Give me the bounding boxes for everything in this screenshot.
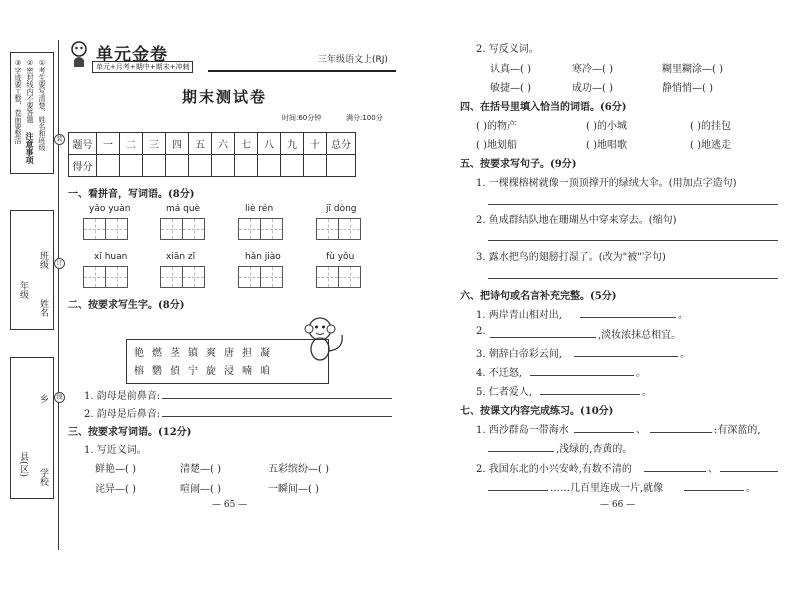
class-box <box>10 210 54 330</box>
exam-title: 期末测试卷 <box>182 88 268 106</box>
school-box <box>10 357 54 499</box>
text-answer-line[interactable] <box>574 432 634 433</box>
section-5-heading: 五、按要求写句子。(9分) <box>460 159 577 170</box>
text-question-2-c: ……几百里连成一片,就像 <box>550 483 664 494</box>
score-cell[interactable] <box>258 155 281 177</box>
fill-phrase[interactable]: ( )的物产 <box>476 121 517 132</box>
text-question-1-c: ,浅绿的,杏黄的。 <box>556 444 633 455</box>
notice-line-3: ③字迹要工整，卷面要整洁 <box>14 59 22 144</box>
school-label: 学校 <box>38 468 48 486</box>
grade-label: 三年级语文上(RJ) <box>318 55 388 65</box>
sentence-question-3: 3. 露水把鸟的翅膀打湿了。(改为"被"字句) <box>476 252 666 263</box>
poem-line-3: 3. 朝辞白帝彩云间, <box>476 349 562 360</box>
synonym-item[interactable]: 清楚—( ) <box>180 464 221 475</box>
characters-row-1: 艳燃茎镇爽唐担凝 <box>134 348 278 359</box>
text-period: 。 <box>746 483 756 494</box>
score-header-cell: 一 <box>97 133 120 155</box>
class-label: 班级 <box>38 251 48 269</box>
poem-line-4: 4. 不迁怒, <box>476 368 522 379</box>
score-header-cell: 十 <box>304 133 327 155</box>
township-label: 乡 <box>38 394 48 403</box>
brand-logo-icon <box>66 40 92 68</box>
fill-phrase[interactable]: ( )地逃走 <box>690 140 731 151</box>
back-nasal-answer-line[interactable] <box>162 416 392 417</box>
section-1-heading: 一、看拼音，写词语。(8分) <box>68 189 195 200</box>
time-label: 时间:60分钟 <box>282 114 322 122</box>
sentence-answer-line[interactable] <box>488 240 778 241</box>
score-header-cell: 题号 <box>69 133 97 155</box>
score-header-cell: 五 <box>189 133 212 155</box>
score-table <box>68 132 356 177</box>
notice-line-2: ②密封线内不要答题 <box>26 59 34 123</box>
sentence-answer-line[interactable] <box>488 278 778 279</box>
county-label: 县(区) <box>18 452 28 478</box>
page-number-right: — 66 — <box>600 500 636 510</box>
score-cell[interactable] <box>97 155 120 177</box>
pinyin-5: xī huan <box>94 252 128 262</box>
front-nasal-answer-line[interactable] <box>162 398 392 399</box>
text-question-2-a: 2. 我国东北的小兴安岭,有数不清的 <box>476 464 632 475</box>
text-answer-line[interactable] <box>488 490 548 491</box>
seal-line <box>58 40 59 550</box>
score-header-cell: 总分 <box>327 133 356 155</box>
page-number-left: — 65 — <box>212 500 248 510</box>
synonym-item[interactable]: 五彩缤纷—( ) <box>268 464 329 475</box>
pinyin-7: hǎn jiào <box>245 252 281 262</box>
comma: 、 <box>636 425 646 436</box>
hole-bottom: 线 <box>54 392 65 403</box>
score-cell[interactable] <box>120 155 143 177</box>
synonym-item[interactable]: 一瞬间—( ) <box>268 484 319 495</box>
score-header-cell: 三 <box>143 133 166 155</box>
score-cell[interactable] <box>212 155 235 177</box>
text-question-1-a: 1. 西沙群岛一带海水 <box>476 425 569 436</box>
answer-grid[interactable] <box>160 266 205 288</box>
name-label: 姓名 <box>38 299 48 317</box>
answer-grid[interactable] <box>238 266 283 288</box>
poem-period: 。 <box>642 387 652 398</box>
full-score-label: 满分:100分 <box>346 114 383 122</box>
pinyin-6: xiān zǐ <box>166 252 196 262</box>
brand-title: 单元金卷 <box>96 45 168 65</box>
brand-subtitle: 单元+月考+期中+期末+冲刺 <box>92 61 193 73</box>
score-header-cell: 二 <box>120 133 143 155</box>
score-value-row <box>69 155 356 177</box>
fill-phrase[interactable]: ( )的挂包 <box>690 121 731 132</box>
sentence-answer-line[interactable] <box>488 204 778 205</box>
notice-title: 注意事项 <box>25 132 34 164</box>
year-label: 年级 <box>18 281 28 299</box>
poem-period: 。 <box>678 310 688 321</box>
poem-line-2: ,淡妆浓抹总相宜。 <box>598 330 682 341</box>
score-header-cell: 八 <box>258 133 281 155</box>
poem-answer-line[interactable] <box>540 394 640 395</box>
characters-row-2: 榕鹦偵宁旋浸喃咱 <box>134 366 278 377</box>
score-header-cell: 七 <box>235 133 258 155</box>
answer-grid[interactable] <box>83 266 128 288</box>
section-6-heading: 六、把诗句或名言补充完整。(5分) <box>460 291 617 302</box>
fill-phrase[interactable]: ( )地划船 <box>476 140 517 151</box>
synonym-item[interactable]: 鲜艳—( ) <box>95 464 136 475</box>
section-4-heading: 四、在括号里填入恰当的词语。(6分) <box>460 102 627 113</box>
comma: 、 <box>708 464 718 475</box>
poem-period: 。 <box>636 368 646 379</box>
notice-line-1: ①考生要写清楚、姓名和班级 <box>38 59 46 151</box>
front-nasal-question: 1. 韵母是前鼻音: <box>84 391 161 402</box>
back-nasal-question: 2. 韵母是后鼻音: <box>84 409 161 420</box>
synonym-item[interactable]: 诧异—( ) <box>95 484 136 495</box>
sentence-question-2: 2. 鱼成群结队地在珊瑚丛中穿来穿去。(缩句) <box>476 215 677 226</box>
antonym-item[interactable]: 静悄悄—( ) <box>662 83 713 94</box>
text-answer-line[interactable] <box>650 432 712 433</box>
antonym-item[interactable]: 成功—( ) <box>572 83 613 94</box>
text-answer-line[interactable] <box>720 471 778 472</box>
poem-period: 。 <box>680 349 690 360</box>
poem-line-2-number: 2. <box>476 326 486 337</box>
poem-answer-line[interactable] <box>530 375 634 376</box>
answer-grid[interactable] <box>160 218 205 240</box>
answer-grid[interactable] <box>316 266 361 288</box>
synonym-item[interactable]: 喧闹—( ) <box>180 484 221 495</box>
score-cell[interactable] <box>189 155 212 177</box>
poem-line-1: 1. 两岸青山相对出, <box>476 310 562 321</box>
hole-middle: 订 <box>54 258 65 269</box>
pinyin-1: yāo yuàn <box>89 204 131 214</box>
fill-phrase[interactable]: ( )地唱歌 <box>586 140 627 151</box>
score-cell[interactable] <box>166 155 189 177</box>
hole-top: 装 <box>54 134 65 145</box>
score-cell[interactable] <box>143 155 166 177</box>
header-rule <box>208 70 396 72</box>
sentence-question-1: 1. 一棵棵榕树就像一顶顶撑开的绿绒大伞。(用加点字造句) <box>476 178 737 189</box>
synonym-instruction: 1. 写近义词。 <box>84 445 147 456</box>
text-answer-line[interactable] <box>644 471 706 472</box>
score-header-cell: 六 <box>212 133 235 155</box>
antonym-instruction: 2. 写反义词。 <box>476 44 539 55</box>
score-cell[interactable] <box>281 155 304 177</box>
antonym-item[interactable]: 认真—( ) <box>490 64 531 75</box>
score-cell[interactable] <box>235 155 258 177</box>
section-7-heading: 七、按课文内容完成练习。(10分) <box>460 406 614 417</box>
antonym-item[interactable]: 寒冷—( ) <box>572 64 613 75</box>
score-cell[interactable] <box>327 155 356 177</box>
poem-answer-line[interactable] <box>580 317 676 318</box>
text-question-1-b: :有深蓝的, <box>714 425 761 436</box>
answer-grid[interactable] <box>83 218 128 240</box>
pinyin-2: má què <box>166 204 201 214</box>
score-header-row <box>69 133 356 155</box>
pinyin-3: liè rén <box>245 204 274 214</box>
section-2-heading: 二、按要求写生字。(8分) <box>68 300 185 311</box>
score-header-cell: 九 <box>281 133 304 155</box>
section-3-heading: 三、按要求写词语。(12分) <box>68 427 192 438</box>
text-answer-line[interactable] <box>684 490 744 491</box>
antonym-item[interactable]: 糊里糊涂—( ) <box>662 64 723 75</box>
pinyin-8: fù yǒu <box>326 252 355 262</box>
antonym-item[interactable]: 敏捷—( ) <box>490 83 531 94</box>
poem-answer-line[interactable] <box>490 337 596 338</box>
answer-grid[interactable] <box>316 218 361 240</box>
answer-grid[interactable] <box>238 218 283 240</box>
poem-line-5: 5. 仁者爱人, <box>476 387 532 398</box>
poem-answer-line[interactable] <box>574 356 678 357</box>
pinyin-4: jī dòng <box>326 204 357 214</box>
score-row-label: 得分 <box>69 155 97 177</box>
fill-phrase[interactable]: ( )的小城 <box>586 121 627 132</box>
score-cell[interactable] <box>304 155 327 177</box>
text-answer-line[interactable] <box>488 451 554 452</box>
score-header-cell: 四 <box>166 133 189 155</box>
